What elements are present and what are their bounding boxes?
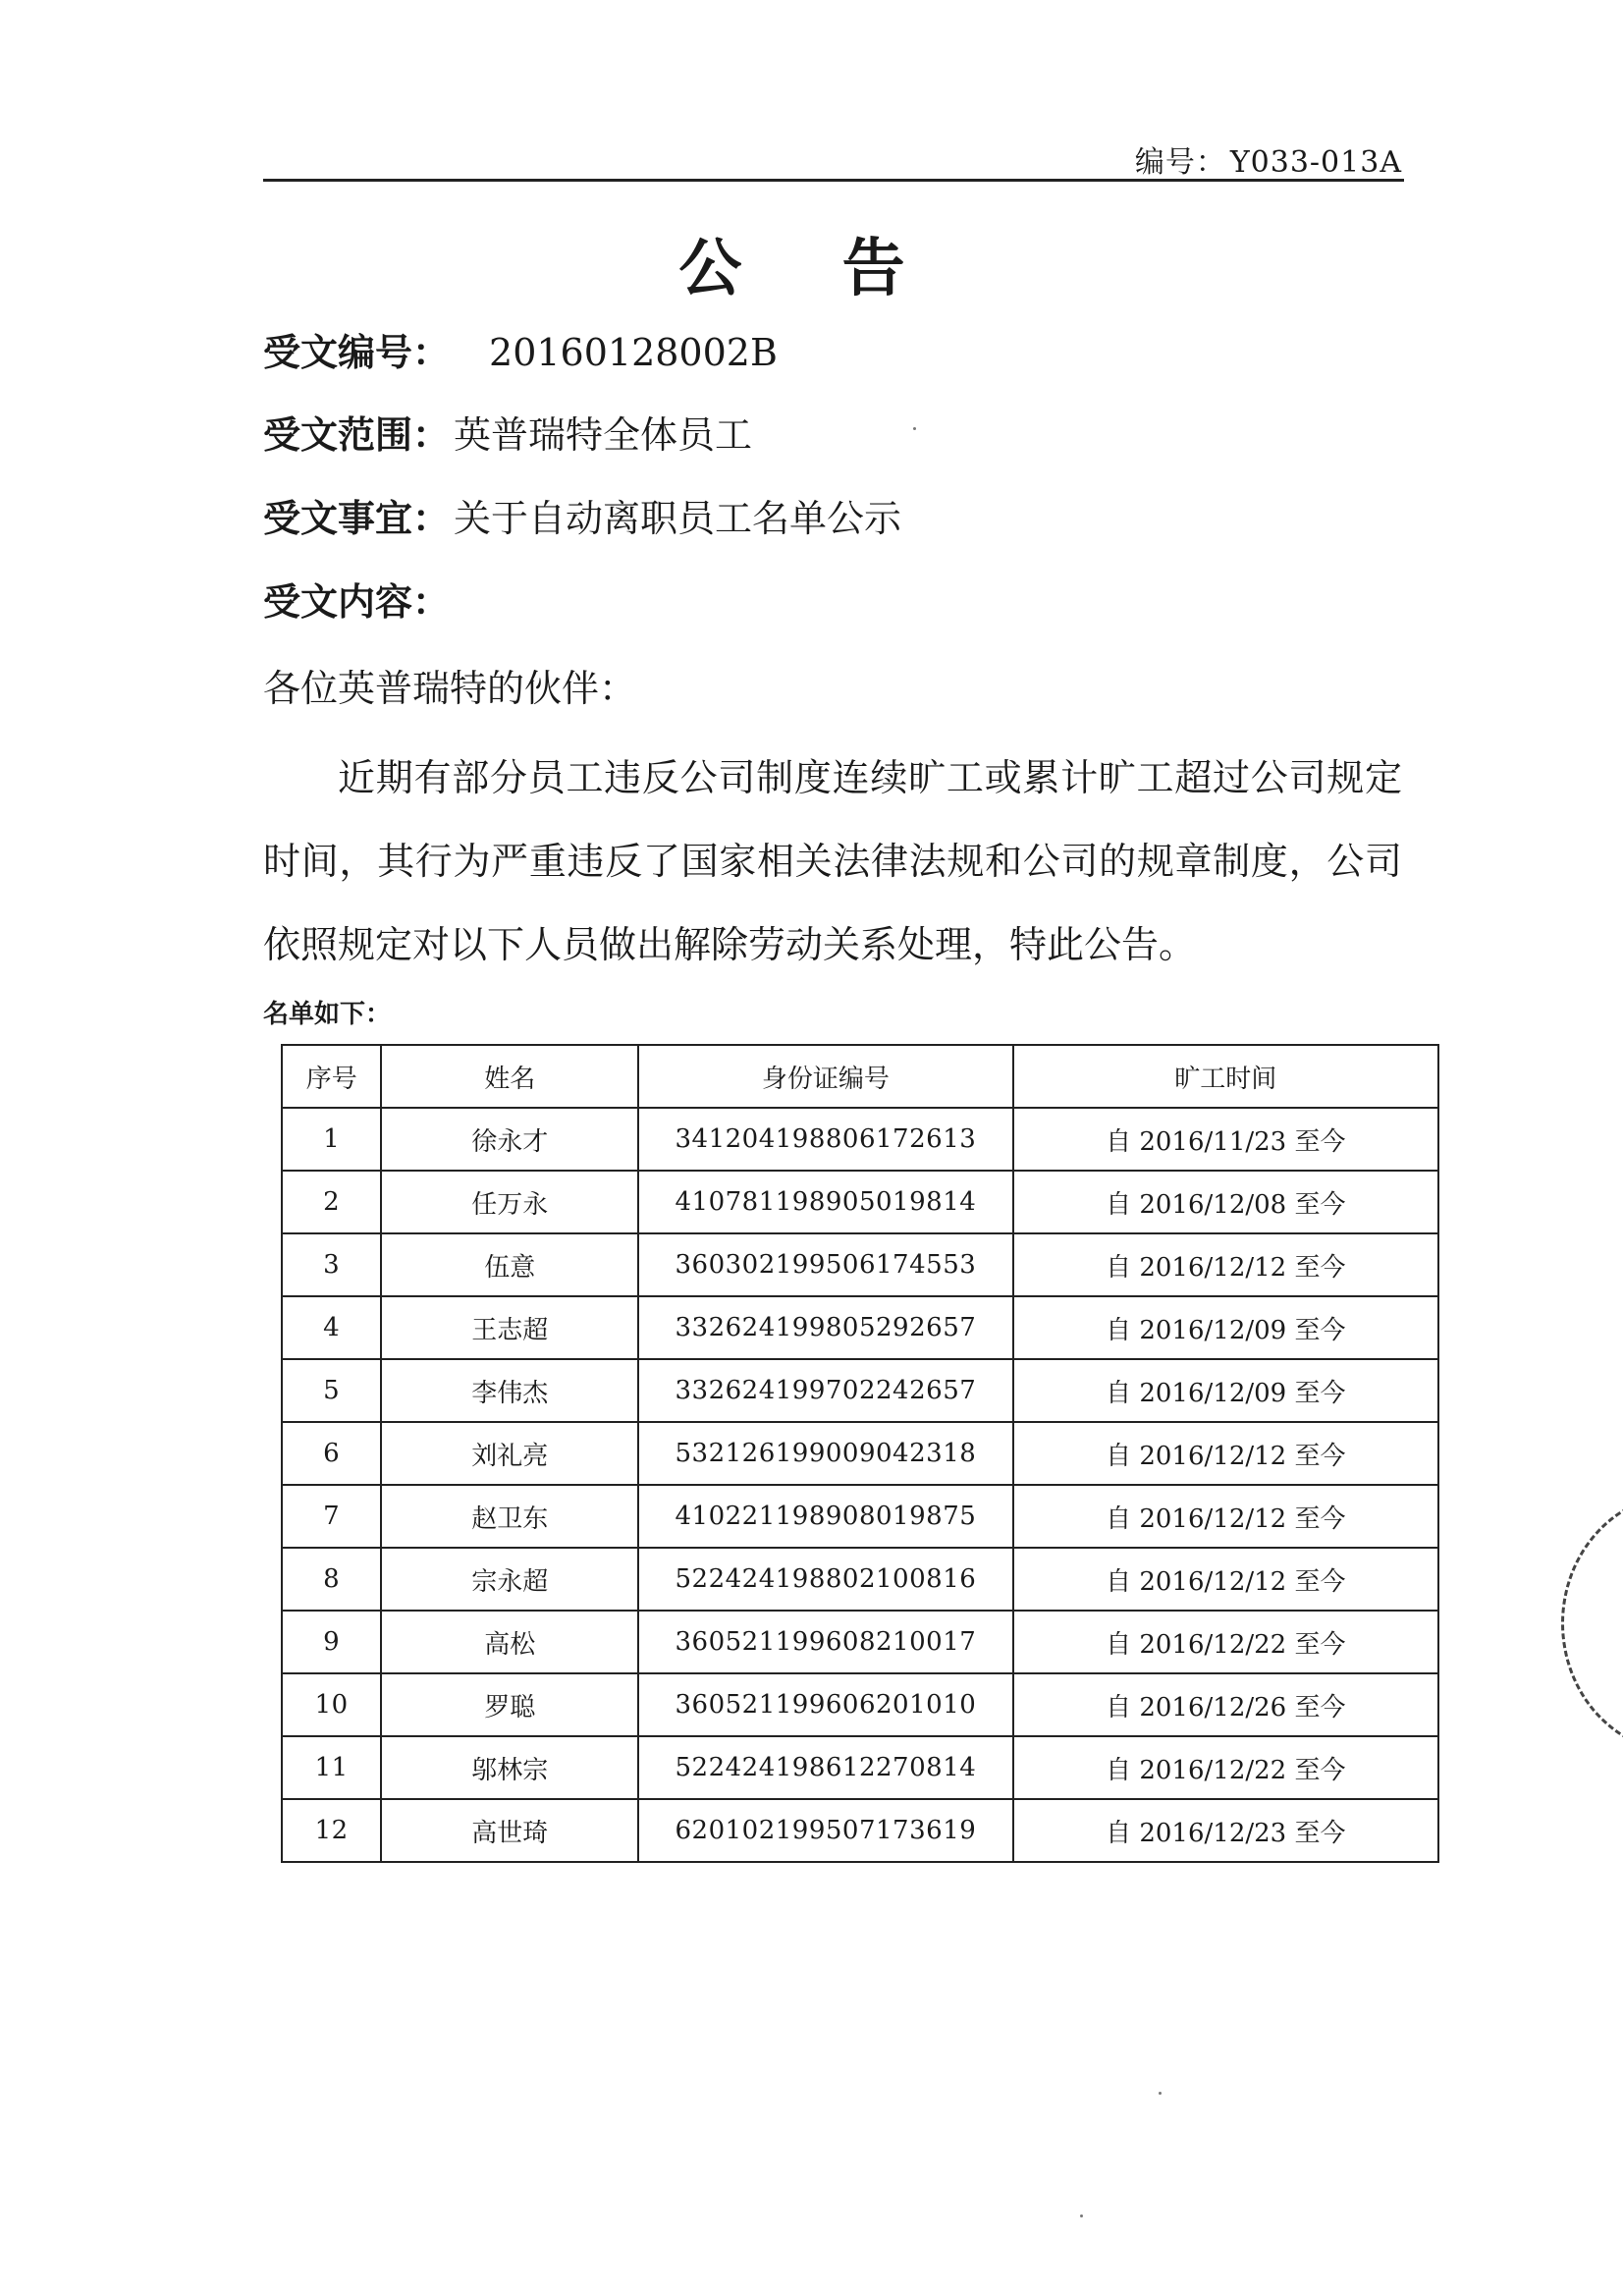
- cell-number: 9: [282, 1611, 381, 1673]
- company-seal-icon: [1561, 1493, 1623, 1754]
- cell-absence-time: 自 2016/12/12 至今: [1013, 1485, 1438, 1548]
- table-row: [282, 1485, 1438, 1548]
- cell-absence-time: 自 2016/12/23 至今: [1013, 1799, 1438, 1862]
- cell-name: 赵卫东: [381, 1485, 638, 1548]
- document-number-value: Y033-013A: [1229, 145, 1402, 180]
- header-absence-time: 旷工时间: [1013, 1045, 1438, 1108]
- cell-id-number: 360521199608210017: [638, 1611, 1012, 1673]
- employee-table: [281, 1044, 1439, 1863]
- cell-name: 任万永: [381, 1171, 638, 1233]
- table-row: [282, 1673, 1438, 1736]
- cell-absence-time: 自 2016/12/09 至今: [1013, 1359, 1438, 1422]
- body-paragraph: 近期有部分员工违反公司制度连续旷工或累计旷工超过公司规定时间，其行为严重违反了国家相关法律法规和公司的规章制度，公司依照规定对以下人员做出解除劳动关系处理，特此公告。: [263, 756, 1402, 966]
- cell-name: 罗聪: [381, 1673, 638, 1736]
- cell-id-number: 341204198806172613: [638, 1108, 1012, 1171]
- cell-name: 王志超: [381, 1296, 638, 1359]
- cell-number: 4: [282, 1296, 381, 1359]
- cell-absence-time: 自 2016/12/08 至今: [1013, 1171, 1438, 1233]
- cell-number: 6: [282, 1422, 381, 1485]
- field-receipt-number-value: 20160128002B: [489, 331, 778, 374]
- cell-id-number: 360302199506174553: [638, 1233, 1012, 1296]
- cell-absence-time: 自 2016/12/12 至今: [1013, 1548, 1438, 1611]
- cell-number: 10: [282, 1673, 381, 1736]
- field-subject: [263, 488, 901, 542]
- list-heading: 名单如下：: [263, 1000, 392, 1029]
- cell-id-number: 410221198908019875: [638, 1485, 1012, 1548]
- cell-id-number: 410781198905019814: [638, 1171, 1012, 1233]
- field-receipt-number-label: 受文编号：: [263, 331, 451, 374]
- field-scope-value: 英普瑞特全体员工: [454, 413, 753, 457]
- field-content: [263, 572, 450, 626]
- cell-id-number: 522424198612270814: [638, 1736, 1012, 1799]
- table-row: [282, 1233, 1438, 1296]
- field-scope: [263, 405, 752, 459]
- cell-number: 7: [282, 1485, 381, 1548]
- cell-id-number: 620102199507173619: [638, 1799, 1012, 1862]
- header-id-number: 身份证编号: [638, 1045, 1012, 1108]
- field-scope-label: 受文范围：: [263, 413, 451, 457]
- scan-speck: [1080, 2214, 1083, 2217]
- greeting: 各位英普瑞特的伙伴：: [263, 667, 637, 710]
- cell-name: 伍意: [381, 1233, 638, 1296]
- cell-number: 12: [282, 1799, 381, 1862]
- table-row: [282, 1799, 1438, 1862]
- cell-id-number: 522424198802100816: [638, 1548, 1012, 1611]
- header-rule: [263, 179, 1404, 182]
- cell-name: 宗永超: [381, 1548, 638, 1611]
- scan-speck: [1159, 2092, 1162, 2095]
- cell-number: 1: [282, 1108, 381, 1171]
- cell-name: 高世琦: [381, 1799, 638, 1862]
- header-number: 序号: [282, 1045, 381, 1108]
- cell-absence-time: 自 2016/12/09 至今: [1013, 1296, 1438, 1359]
- field-subject-value: 关于自动离职员工名单公示: [454, 497, 902, 540]
- cell-absence-time: 自 2016/12/12 至今: [1013, 1233, 1438, 1296]
- cell-number: 5: [282, 1359, 381, 1422]
- table-row: [282, 1736, 1438, 1799]
- cell-absence-time: 自 2016/12/12 至今: [1013, 1422, 1438, 1485]
- cell-id-number: 532126199009042318: [638, 1422, 1012, 1485]
- cell-name: 刘礼亮: [381, 1422, 638, 1485]
- table-row: [282, 1548, 1438, 1611]
- cell-number: 8: [282, 1548, 381, 1611]
- table-header-row: [282, 1045, 1438, 1108]
- cell-id-number: 360521199606201010: [638, 1673, 1012, 1736]
- cell-number: 2: [282, 1171, 381, 1233]
- cell-absence-time: 自 2016/12/22 至今: [1013, 1611, 1438, 1673]
- cell-name: 高松: [381, 1611, 638, 1673]
- cell-absence-time: 自 2016/12/22 至今: [1013, 1736, 1438, 1799]
- document-number-label: 编号：: [1134, 145, 1226, 180]
- table-row: [282, 1611, 1438, 1673]
- cell-number: 3: [282, 1233, 381, 1296]
- cell-absence-time: 自 2016/11/23 至今: [1013, 1108, 1438, 1171]
- field-content-label: 受文内容：: [263, 580, 451, 624]
- cell-absence-time: 自 2016/12/26 至今: [1013, 1673, 1438, 1736]
- page-title: 公 告: [678, 233, 945, 305]
- cell-name: 徐永才: [381, 1108, 638, 1171]
- table-row: [282, 1359, 1438, 1422]
- cell-number: 11: [282, 1736, 381, 1799]
- cell-name: 李伟杰: [381, 1359, 638, 1422]
- header-name: 姓名: [381, 1045, 638, 1108]
- table-row: [282, 1108, 1438, 1171]
- table-row: [282, 1422, 1438, 1485]
- cell-id-number: 332624199702242657: [638, 1359, 1012, 1422]
- cell-id-number: 332624199805292657: [638, 1296, 1012, 1359]
- scan-speck: [913, 427, 916, 430]
- document-number: [1135, 137, 1402, 181]
- table-row: [282, 1296, 1438, 1359]
- table-row: [282, 1171, 1438, 1233]
- cell-name: 邬林宗: [381, 1736, 638, 1799]
- field-subject-label: 受文事宜：: [263, 497, 451, 540]
- field-receipt-number: [263, 322, 778, 376]
